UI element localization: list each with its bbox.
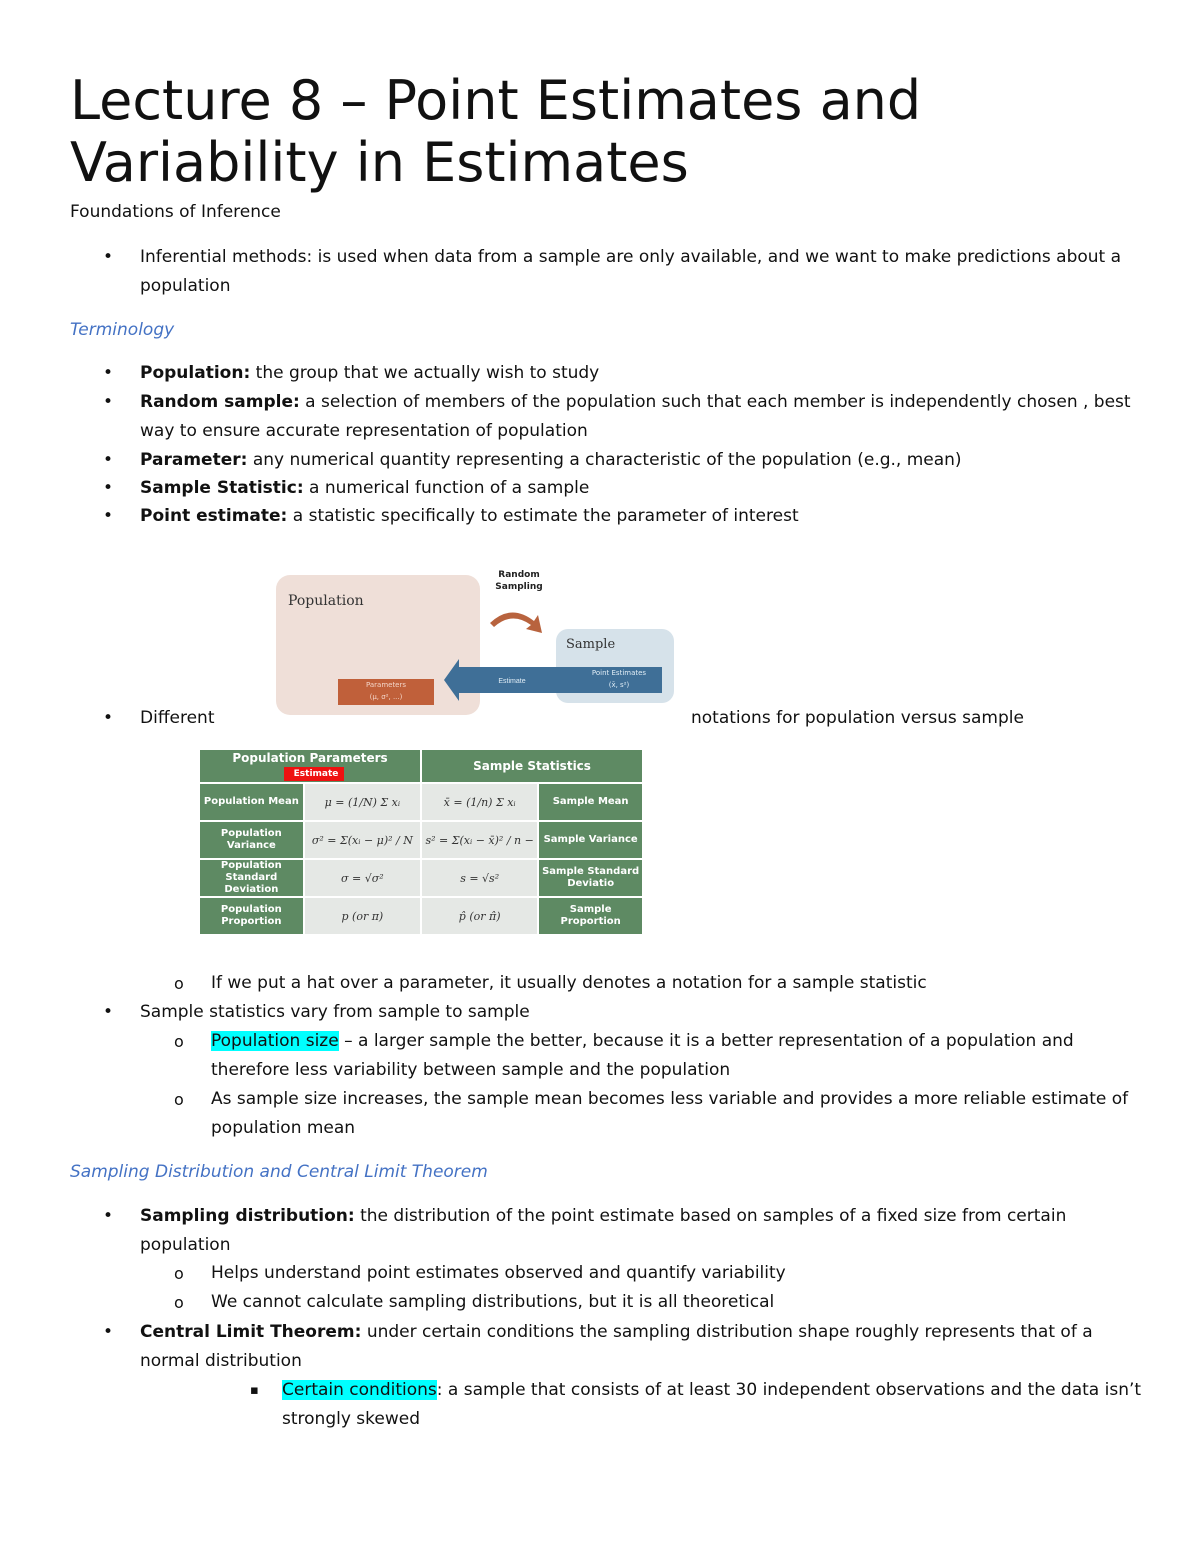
circle-bullet-icon: o (174, 1264, 184, 1283)
bullet-icon: • (103, 708, 114, 728)
estimate-label: Estimate (498, 678, 526, 685)
term: Random sample: (140, 392, 300, 412)
population-formula: μ = (1/N) Σ xᵢ (304, 783, 421, 821)
term: Population: (140, 363, 251, 383)
page-title: Lecture 8 – Point Estimates and Variability in Estimates (70, 69, 922, 194)
definition: the distribution of the point estimate based on samples of a fixed size from certain population (140, 1206, 1067, 1255)
different-text: Different (140, 708, 215, 728)
definition: a statistic specifically to estimate the parameter of interest (287, 506, 799, 526)
list-item (103, 998, 1150, 1027)
list-item (174, 1259, 1151, 1288)
sample-formula: p̂ (or π̂) (421, 897, 538, 935)
bullet-icon: • (103, 363, 114, 383)
row-label: Population Variance (199, 821, 304, 859)
term: Sample Statistic: (140, 478, 304, 498)
sample-label: Sample (566, 637, 616, 652)
section-heading-terminology: Terminology (70, 320, 175, 340)
list-item (103, 474, 1150, 503)
circle-bullet-icon: o (174, 1032, 184, 1051)
term: Sampling distribution: (140, 1206, 355, 1226)
subtitle: Foundations of Inference (70, 202, 281, 222)
header-population-label: Population Parameters (232, 751, 388, 765)
sample-formula: x̄ = (1/n) Σ xᵢ (421, 783, 538, 821)
circle-bullet-icon: o (174, 1090, 184, 1109)
sub-text: – a larger sample the better, because it is a better representation of a population and therefore less variability between sample and the population (211, 1031, 1074, 1080)
sub-text: : a sample that consists of at least 30 independent observations and the data isn’t strongly skewed (282, 1380, 1142, 1429)
list-item (174, 1085, 1151, 1143)
sampling-arrow-icon (490, 612, 542, 633)
table-row (199, 821, 643, 859)
row-label: Population Standard Deviation (199, 859, 304, 897)
item-text: is used when data from a sample are only available, and we want to make predictions about a population (140, 247, 1122, 296)
list-item (174, 1288, 1151, 1317)
section-heading-sampling: Sampling Distribution and Central Limit Theorem (70, 1162, 488, 1182)
bullet-icon: • (103, 1002, 114, 1022)
list-item (103, 446, 1150, 475)
term: Central Limit Theorem: (140, 1322, 362, 1342)
diagram-arrows (276, 563, 676, 715)
sub-text: We cannot calculate sampling distributions, but it is all theoretical (211, 1292, 775, 1312)
point-estimates-label: Point Estimates (591, 669, 647, 677)
header-population (199, 749, 421, 783)
table-row (199, 783, 643, 821)
highlight-population-size: Population size (211, 1031, 339, 1051)
different-continued: notations for population versus sample (691, 708, 1024, 728)
row-label: Sample Proportion (538, 897, 643, 935)
header-sample: Sample Statistics (421, 749, 643, 783)
list-item (103, 243, 1150, 301)
bullet-icon: • (103, 1322, 114, 1342)
random-sampling-label: Random Sampling (495, 570, 543, 592)
list-item (250, 1376, 1142, 1434)
bullet-icon: • (103, 478, 114, 498)
list-item (174, 969, 1151, 998)
definition: the group that we actually wish to study (250, 363, 600, 383)
parameters-symbols: (μ, σ², ...) (369, 693, 403, 701)
table-row (199, 897, 643, 935)
point-estimates-symbols: (x̄, s²) (608, 681, 630, 689)
definition: under certain conditions the sampling distribution shape roughly represents that of a normal distribution (140, 1322, 1093, 1371)
sub-text: As sample size increases, the sample mean becomes less variable and provides a more reliable estimate of population mean (211, 1089, 1129, 1138)
hat-note: If we put a hat over a parameter, it usually denotes a notation for a sample statistic (211, 973, 927, 993)
bullet-icon: • (103, 506, 114, 526)
table-header (199, 749, 643, 783)
item-label: Inferential methods: (140, 247, 313, 267)
sample-formula: s = √s² (421, 859, 538, 897)
population-sample-diagram (276, 563, 676, 715)
list-item (174, 1027, 1151, 1085)
row-label: Sample Mean (538, 783, 643, 821)
list-item (103, 502, 1150, 531)
population-label: Population (288, 593, 364, 609)
notation-table (198, 748, 644, 936)
bullet-icon: • (103, 450, 114, 470)
estimate-tag: Estimate (284, 767, 345, 781)
parameters-label: Parameters (365, 681, 407, 689)
population-formula: p (or π) (304, 897, 421, 935)
term: Point estimate: (140, 506, 288, 526)
row-label: Population Proportion (199, 897, 304, 935)
table-row (199, 859, 643, 897)
sub-text: Helps understand point estimates observed and quantify variability (211, 1263, 786, 1283)
list-item (103, 1318, 1150, 1376)
bullet-icon: • (103, 247, 114, 267)
population-formula: σ = √σ² (304, 859, 421, 897)
vary-text: Sample statistics vary from sample to sample (140, 1002, 530, 1022)
list-item (103, 1202, 1150, 1260)
row-label: Sample Variance (538, 821, 643, 859)
highlight-certain-conditions: Certain conditions (282, 1380, 437, 1400)
population-formula: σ² = Σ(xᵢ − μ)² / N (304, 821, 421, 859)
definition: any numerical quantity representing a characteristic of the population (e.g., mean) (247, 450, 962, 470)
bullet-icon: • (103, 392, 114, 412)
list-item (103, 359, 1150, 388)
bullet-icon: • (103, 1206, 114, 1226)
definition: a numerical function of a sample (303, 478, 590, 498)
sample-formula: s² = Σ(xᵢ − x̄)² / n − (421, 821, 538, 859)
row-label: Sample Standard Deviatio (538, 859, 643, 897)
circle-bullet-icon: o (174, 1293, 184, 1312)
row-label: Population Mean (199, 783, 304, 821)
term: Parameter: (140, 450, 248, 470)
definition: a selection of members of the population such that each member is independently chosen , best way to ensure accurate representation of population (140, 392, 1131, 441)
square-bullet-icon: ▪ (250, 1383, 259, 1398)
circle-bullet-icon: o (174, 974, 184, 993)
list-item (103, 388, 1150, 446)
